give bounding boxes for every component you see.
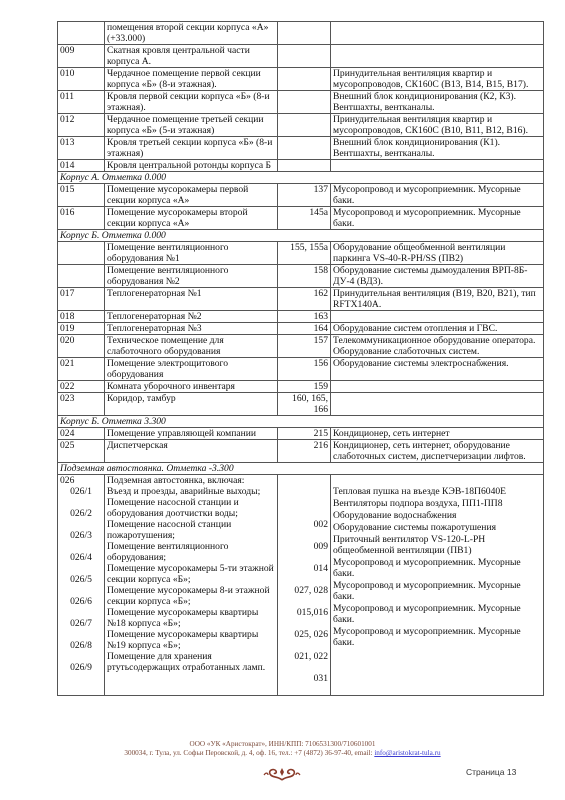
room-name: Помещение вентиляционного оборудования №1 <box>105 242 278 265</box>
page-number: Страница 13 <box>466 767 517 777</box>
page-footer <box>0 740 565 758</box>
plan-number: 163 <box>278 311 331 323</box>
equipment: Оборудование системы дымоудаления ВРП-8Б-ДУ-4 (ВД3). <box>331 265 544 288</box>
room-name: Помещение вентиляционного оборудования; <box>107 541 229 563</box>
table-row <box>58 68 544 91</box>
equipment: Оборудование системы электроснабжения. <box>331 358 544 381</box>
premises-table-body <box>58 22 544 696</box>
row-number: 009 <box>58 45 105 68</box>
room-name: Помещение мусорокамеры квартиры №18 корпуса «Б»; <box>107 607 259 629</box>
row-number: 016 <box>58 207 105 230</box>
plan-number <box>278 91 331 114</box>
equipment: Мусоропровод и мусороприемник. Мусорные баки. <box>333 626 521 648</box>
equipment: Вентиляторы подпора воздуха, ПП1-ПП8 <box>333 498 503 509</box>
plan-number: 157 <box>278 335 331 358</box>
section-header-row <box>58 230 544 242</box>
plan-number: 158 <box>278 265 331 288</box>
plan-number: 215 <box>278 428 331 440</box>
room-name: Кровля центральной ротонды корпуса Б <box>105 160 278 172</box>
table-row <box>58 160 544 172</box>
table-row <box>58 22 544 45</box>
row-number: 018 <box>58 311 105 323</box>
room-name: Помещение для хранения ртутьсодержащих отработанных ламп. <box>107 651 266 673</box>
equipment: Внешний блок кондиционирования (К2, К3). Вентшахты, вентканалы. <box>331 91 544 114</box>
room-name: Помещение вентиляционного оборудования №2 <box>105 265 278 288</box>
plan-number: 156 <box>278 358 331 381</box>
plan-number <box>278 160 331 172</box>
table-row <box>58 335 544 358</box>
ornament-logo-icon <box>258 766 306 782</box>
row-number: 023 <box>58 393 105 416</box>
plan-number: 014 <box>313 563 328 574</box>
room-name: Диспетчерская <box>105 440 278 463</box>
sub-row-number: 026/4 <box>70 552 92 563</box>
sub-row-number: 026/8 <box>70 640 92 651</box>
table-row <box>58 265 544 288</box>
room-name: Помещение мусорокамеры квартиры №19 корпуса «Б»; <box>107 629 259 651</box>
row-number: 026 <box>60 475 75 486</box>
equipment: Оборудование систем отопления и ГВС. <box>331 323 544 335</box>
table-row <box>58 381 544 393</box>
room-name: Помещение мусорокамеры 5-ти этажной секции корпуса «Б»; <box>107 563 274 585</box>
row-number: 015 <box>58 184 105 207</box>
row-number: 019 <box>58 323 105 335</box>
garage-equip-cell <box>331 475 544 696</box>
footer-company-line: ООО «УК «Аристократ», ИНН/КПП: 7106531300/710601001 <box>189 740 376 748</box>
equipment: Внешний блок кондиционирования (К1). Вентшахты, вентканалы. <box>331 137 544 160</box>
document-sheet <box>57 21 537 696</box>
spacer <box>333 475 541 486</box>
table-row <box>58 288 544 311</box>
garage-name-cell <box>105 475 278 696</box>
section-title: Корпус А. Отметка 0.000 <box>58 172 544 184</box>
room-name: Въезд и проезды, аварийные выходы; <box>107 486 261 497</box>
table-row <box>58 45 544 68</box>
equipment: Мусоропровод и мусороприемник. Мусорные баки. <box>333 580 521 602</box>
section-title: Корпус Б. Отметка 0.000 <box>58 230 544 242</box>
room-name: Помещение мусорокамеры 8-и этажной секции корпуса «Б»; <box>107 585 270 607</box>
plan-number: 002 <box>313 519 328 530</box>
table-row <box>58 440 544 463</box>
equipment: Оборудование водоснабжения <box>333 510 457 521</box>
room-name: Кровля первой секции корпуса «Б» (8-и этажная). <box>105 91 278 114</box>
equipment <box>331 393 544 416</box>
plan-number: 009 <box>313 541 328 552</box>
sub-row-number: 026/5 <box>70 574 92 585</box>
equipment: Тепловая пушка на въезде КЭВ-18П6040Е <box>333 486 507 497</box>
premises-table <box>57 21 544 696</box>
row-number: 024 <box>58 428 105 440</box>
plan-number <box>278 45 331 68</box>
table-row <box>58 91 544 114</box>
room-name: Помещение управляющей компании <box>105 428 278 440</box>
sub-row-number: 026/7 <box>70 618 92 629</box>
table-row <box>58 311 544 323</box>
equipment: Кондиционер, сеть интернет <box>331 428 544 440</box>
table-row <box>58 114 544 137</box>
garage-row <box>58 475 544 696</box>
equipment: Приточный вентилятор VS-120-L-PH общеобменной вентиляции (ПВ1) <box>333 534 486 556</box>
section-title: Подземная автостоянка. Отметка -3.300 <box>58 463 544 475</box>
plan-number: 159 <box>278 381 331 393</box>
row-number <box>58 242 105 265</box>
room-name: Чердачное помещение третьей секции корпуса «Б» (5-и этажная) <box>105 114 278 137</box>
table-row <box>58 428 544 440</box>
equipment <box>331 45 544 68</box>
row-number: 022 <box>58 381 105 393</box>
equipment: Мусоропровод и мусороприемник. Мусорные баки. <box>333 603 521 625</box>
equipment: Мусоропровод и мусороприемник. Мусорные баки. <box>333 557 521 579</box>
room-name: Помещение насосной станции и оборудования доотчистки воды; <box>107 497 239 519</box>
room-name: Подземная автостоянка, включая: <box>107 475 245 486</box>
plan-number <box>278 68 331 91</box>
row-number: 014 <box>58 160 105 172</box>
equipment <box>331 22 544 45</box>
sub-row-number: 026/6 <box>70 596 92 607</box>
equipment: Мусоропровод и мусороприемник. Мусорные баки. <box>331 184 544 207</box>
plan-number <box>278 137 331 160</box>
room-name: Кровля третьей секции корпуса «Б» (8-и этажная) <box>105 137 278 160</box>
plan-number <box>278 22 331 45</box>
equipment: Оборудование общеобменной вентиляции паркинга VS-40-R-PH/SS (ПВ2) <box>331 242 544 265</box>
sub-row-number: 026/1 <box>70 486 92 497</box>
room-name: Помещение мусорокамеры первой секции корпуса «А» <box>105 184 278 207</box>
plan-number: 162 <box>278 288 331 311</box>
table-row <box>58 323 544 335</box>
plan-number: 137 <box>278 184 331 207</box>
row-number: 020 <box>58 335 105 358</box>
section-header-row <box>58 416 544 428</box>
plan-number: 025, 026 <box>294 629 328 640</box>
plan-number: 021, 022 <box>294 651 328 662</box>
equipment: Мусоропровод и мусороприемник. Мусорные баки. <box>331 207 544 230</box>
plan-number: 145а <box>278 207 331 230</box>
equipment <box>331 381 544 393</box>
row-number: 017 <box>58 288 105 311</box>
section-header-row <box>58 172 544 184</box>
footer-email-link[interactable]: info@aristokrat-tula.ru <box>374 749 441 757</box>
equipment <box>331 160 544 172</box>
plan-number: 164 <box>278 323 331 335</box>
row-number: 010 <box>58 68 105 91</box>
sub-row-number: 026/3 <box>70 530 92 541</box>
room-name: Комната уборочного инвентаря <box>105 381 278 393</box>
room-name: помещения второй секции корпуса «А» (+33.000) <box>105 22 278 45</box>
equipment: Оборудование системы пожаротушения <box>333 522 496 533</box>
equipment <box>331 311 544 323</box>
room-name: Коридор, тамбур <box>105 393 278 416</box>
plan-number: 031 <box>313 673 328 684</box>
room-name: Теплогенераторная №3 <box>105 323 278 335</box>
plan-number: 155, 155а <box>278 242 331 265</box>
row-number: 013 <box>58 137 105 160</box>
plan-number: 027, 028 <box>294 585 328 596</box>
row-number: 025 <box>58 440 105 463</box>
room-name: Техническое помещение для слаботочного оборудования <box>105 335 278 358</box>
section-header-row <box>58 463 544 475</box>
sub-row-number: 026/9 <box>70 662 92 673</box>
room-name: Помещение мусорокамеры второй секции корпуса «А» <box>105 207 278 230</box>
plan-number <box>278 114 331 137</box>
equipment: Принудительная вентиляция квартир и мусоропроводов, СК160С (В13, В14, В15, В17). <box>331 68 544 91</box>
row-number: 011 <box>58 91 105 114</box>
room-name: Помещение насосной станции пожаротушения; <box>107 519 232 541</box>
table-row <box>58 137 544 160</box>
equipment: Принудительная вентиляция (В19, В20, В21), тип RFTX140A. <box>331 288 544 311</box>
room-name: Теплогенераторная №1 <box>105 288 278 311</box>
row-number <box>58 265 105 288</box>
room-name: Чердачное помещение первой секции корпуса «Б» (8-и этажная). <box>105 68 278 91</box>
row-number <box>58 22 105 45</box>
room-name: Теплогенераторная №2 <box>105 311 278 323</box>
equipment: Телекоммуникационное оборудование оператора. Оборудование слаботочных систем. <box>331 335 544 358</box>
table-row <box>58 184 544 207</box>
footer-address-line <box>0 749 565 758</box>
table-row <box>58 207 544 230</box>
row-number: 021 <box>58 358 105 381</box>
sub-row-number: 026/2 <box>70 508 92 519</box>
spacer <box>280 475 328 519</box>
garage-number-cell <box>58 475 105 696</box>
plan-number: 216 <box>278 440 331 463</box>
equipment: Кондиционер, сеть интернет, оборудование слаботочных систем, диспетчеризации лифтов. <box>331 440 544 463</box>
footer-address: 300034, г. Тула, ул. Софьи Перовской, д. 4, оф. 16, тел.: +7 (4872) 36-97-40, email: <box>124 749 373 757</box>
garage-num-cell <box>278 475 331 696</box>
plan-number: 160, 165, 166 <box>278 393 331 416</box>
equipment: Принудительная вентиляция квартир и мусоропроводов, СК160С (В10, В11, В12, В16). <box>331 114 544 137</box>
room-name: Помещение электрощитового оборудования <box>105 358 278 381</box>
plan-number: 015,016 <box>296 607 328 618</box>
section-title: Корпус Б. Отметка 3.300 <box>58 416 544 428</box>
table-row <box>58 242 544 265</box>
room-name: Скатная кровля центральной части корпуса А. <box>105 45 278 68</box>
table-row <box>58 393 544 416</box>
table-row <box>58 358 544 381</box>
row-number: 012 <box>58 114 105 137</box>
